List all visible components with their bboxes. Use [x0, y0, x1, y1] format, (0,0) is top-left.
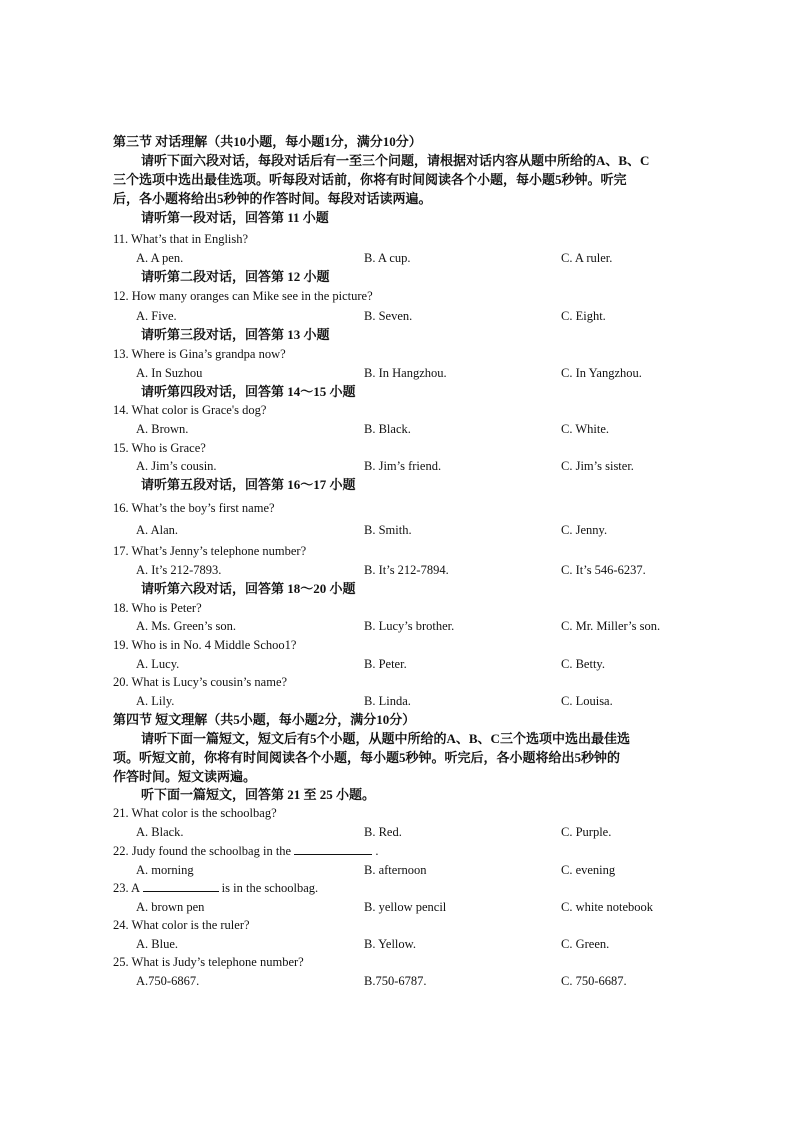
section-4-title: 第四节 短文理解（共5小题，每小题2分，满分10分） — [113, 712, 416, 727]
option-b: B. It’s 212-7894. — [364, 563, 449, 577]
option-c: C. A ruler. — [561, 251, 613, 265]
question-text: 16. What’s the boy’s first name? — [113, 501, 275, 515]
option-a: A. In Suzhou — [136, 366, 203, 380]
option-a: A. Ms. Green’s son. — [136, 619, 236, 633]
option-b: B. A cup. — [364, 251, 411, 265]
passage-instruction: 听下面一篇短文，回答第 21 至 25 小题。 — [141, 787, 376, 802]
section-3-intro-line-2: 三个选项中选出最佳选项。听每段对话前，你将有时间阅读各个小题，每小题5秒钟。听完 — [113, 172, 627, 187]
dialogue-instruction: 请听第六段对话，回答第 18～20 小题 — [141, 581, 356, 596]
question-text-start: 23. A — [113, 881, 140, 895]
question-text-end: is in the schoolbag. — [221, 881, 319, 895]
section-4-intro-line-3: 作答时间。短文读两遍。 — [113, 769, 257, 784]
option-c: C. white notebook — [561, 900, 654, 914]
option-c: C. evening — [561, 863, 616, 877]
option-a: A. morning — [136, 863, 194, 877]
question-text-start: 22. Judy found the schoolbag in the — [113, 844, 292, 858]
option-b: B. Seven. — [364, 309, 413, 323]
question-text: 12. How many oranges can Mike see in the picture? — [113, 289, 373, 303]
option-c: C. Betty. — [561, 657, 605, 671]
question-text: 25. What is Judy’s telephone number? — [113, 955, 304, 969]
option-c: C. Mr. Miller’s son. — [561, 619, 661, 633]
option-b: B. Lucy’s brother. — [364, 619, 455, 633]
question-text: 13. Where is Gina’s grandpa now? — [113, 347, 286, 361]
option-b: B. yellow pencil — [364, 900, 447, 914]
option-c: C. Jim’s sister. — [561, 459, 634, 473]
option-a: A. Black. — [136, 825, 184, 839]
question-text: 24. What color is the ruler? — [113, 918, 250, 932]
question-text: 17. What’s Jenny’s telephone number? — [113, 544, 307, 558]
option-a: A. Five. — [136, 309, 177, 323]
option-c: C. It’s 546-6237. — [561, 563, 646, 577]
option-c: C. In Yangzhou. — [561, 366, 642, 380]
option-b: B. Yellow. — [364, 937, 416, 951]
option-a: A. Lily. — [136, 694, 175, 708]
section-3-intro-line-1: 请听下面六段对话，每段对话后有一至三个问题，请根据对话内容从题中所给的A、B、C — [141, 153, 650, 168]
option-a: A. Brown. — [136, 422, 189, 436]
option-b: B. Black. — [364, 422, 411, 436]
question-text-end: . — [375, 844, 379, 858]
section-3-title: 第三节 对话理解（共10小题，每小题1分，满分10分） — [113, 134, 422, 149]
question-text: 19. Who is in No. 4 Middle Schoo1? — [113, 638, 297, 652]
section-4-intro-line-1: 请听下面一篇短文，短文后有5个小题，从题中所给的A、B、C三个选项中选出最佳选 — [141, 731, 630, 746]
option-a: A. Lucy. — [136, 657, 180, 671]
dialogue-instruction: 请听第四段对话，回答第 14～15 小题 — [141, 384, 356, 399]
option-a: A. It’s 212-7893. — [136, 563, 222, 577]
option-b: B. Peter. — [364, 657, 407, 671]
option-c: C. Green. — [561, 937, 610, 951]
question-text — [113, 843, 378, 859]
answer-blank — [143, 880, 219, 892]
question-text: 14. What color is Grace's dog? — [113, 403, 267, 417]
dialogue-instruction: 请听第二段对话，回答第 12 小题 — [141, 269, 330, 284]
question-text: 11. What’s that in English? — [113, 232, 249, 246]
option-c: C. White. — [561, 422, 610, 436]
option-a: A. Blue. — [136, 937, 179, 951]
question-text: 21. What color is the schoolbag? — [113, 806, 277, 820]
option-c: C. Louisa. — [561, 694, 613, 708]
option-b: B. Jim’s friend. — [364, 459, 442, 473]
option-a: A. Alan. — [136, 523, 179, 537]
question-text — [113, 880, 318, 896]
answer-blank — [294, 843, 372, 855]
option-b: B.750-6787. — [364, 974, 427, 988]
section-4-intro-line-2: 项。听短文前，你将有时间阅读各个小题，每小题5秒钟。听完后，各小题将给出5秒钟的 — [113, 750, 621, 765]
option-c: C. Eight. — [561, 309, 606, 323]
option-c: C. Jenny. — [561, 523, 608, 537]
option-c: C. Purple. — [561, 825, 612, 839]
option-a: A. A pen. — [136, 251, 184, 265]
option-b: B. Smith. — [364, 523, 412, 537]
dialogue-instruction: 请听第一段对话，回答第 11 小题 — [141, 210, 329, 225]
option-b: B. In Hangzhou. — [364, 366, 447, 380]
dialogue-instruction: 请听第三段对话，回答第 13 小题 — [141, 327, 330, 342]
option-b: B. Red. — [364, 825, 402, 839]
option-b: B. Linda. — [364, 694, 411, 708]
question-text: 20. What is Lucy’s cousin’s name? — [113, 675, 288, 689]
question-text: 18. Who is Peter? — [113, 601, 202, 615]
question-text: 15. Who is Grace? — [113, 441, 206, 455]
option-a: A. brown pen — [136, 900, 205, 914]
dialogue-instruction: 请听第五段对话，回答第 16～17 小题 — [141, 477, 356, 492]
option-c: C. 750-6687. — [561, 974, 627, 988]
option-a: A.750-6867. — [136, 974, 200, 988]
section-3-intro-line-3: 后，各小题将给出5秒钟的作答时间。每段对话读两遍。 — [113, 191, 432, 206]
option-b: B. afternoon — [364, 863, 427, 877]
option-a: A. Jim’s cousin. — [136, 459, 217, 473]
